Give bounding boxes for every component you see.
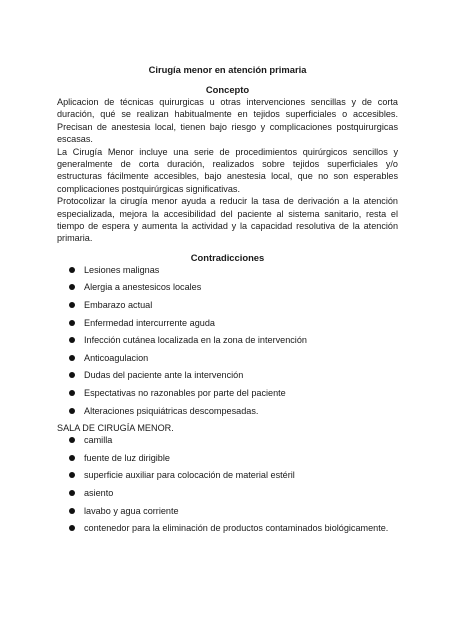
list-item-text: Alteraciones psiquiátricas descompesadas. [84, 405, 259, 416]
list-item [57, 434, 398, 452]
paragraph-benefits: Protocolizar la cirugía menor ayuda a reducir la tasa de derivación a la atención especializada, mejora la accesibilidad del paciente al sistema sanitario, resta el tiempo de espera y aumenta la actividad y la capacidad resolutiva de la atención primaria. [57, 196, 398, 244]
bullet-icon [69, 525, 75, 531]
bullet-icon [69, 490, 75, 496]
list-item-text: Embarazo actual [84, 300, 153, 311]
bullet-icon [69, 284, 75, 290]
list-item [57, 522, 398, 540]
list-item [57, 369, 398, 387]
bullet-icon [69, 302, 75, 308]
list-item-text: Anticoagulacion [84, 352, 149, 363]
list-item [57, 405, 398, 423]
bullet-icon [69, 355, 75, 361]
list-item-text: Alergia a anestesicos locales [84, 282, 202, 293]
bullet-icon [69, 390, 75, 396]
concept-heading: Concepto [205, 84, 250, 95]
list-item [57, 487, 398, 505]
list-item-text: lavabo y agua corriente [84, 505, 179, 516]
list-item-text: Lesiones malignas [84, 264, 160, 275]
list-item-text: Dudas del paciente ante la intervención [84, 370, 244, 381]
list-item-text: camilla [84, 435, 113, 446]
bullet-icon [69, 320, 75, 326]
list-item [57, 452, 398, 470]
bullet-icon [69, 267, 75, 273]
bullet-icon [69, 372, 75, 378]
list-item [57, 505, 398, 523]
sala-items-list [57, 434, 398, 540]
list-item [57, 264, 398, 282]
list-item [57, 334, 398, 352]
list-item-text: superficie auxiliar para colocación de material estéril [84, 470, 295, 481]
bullet-icon [69, 455, 75, 461]
paragraph-description: La Cirugía Menor incluye una serie de procedimientos quirúrgicos sencillos y generalmente de corta duración, realizados sobre tejidos superficiales y/o estructuras fácilmente accesibles, bajo anestesia local, que no son esperables complicaciones postquirúrgicas significativas. [57, 146, 398, 194]
bullet-icon [69, 408, 75, 414]
list-item-text: Enfermedad intercurrente aguda [84, 317, 215, 328]
list-item [57, 387, 398, 405]
bullet-icon [69, 337, 75, 343]
paragraph-definition: Aplicacion de técnicas quirurgicas u otras intervenciones sencillas y de corta duración, qué se realizan habitualmente en tejidos superficiales o accesibles. Precisan de anestesia local, tienen bajo riesgo y complicaciones postquirurgicas escasas. [57, 97, 398, 145]
list-item-text: contenedor para la eliminación de productos contaminados biológicamente. [84, 523, 389, 534]
bullet-icon [69, 472, 75, 478]
list-item [57, 317, 398, 335]
list-item [57, 299, 398, 317]
bullet-icon [69, 508, 75, 514]
list-item [57, 469, 398, 487]
list-item-text: asiento [84, 488, 114, 498]
contraindications-list [57, 264, 398, 422]
document-title: Cirugía menor en atención primaria [148, 64, 307, 75]
list-item [57, 352, 398, 370]
list-item-text: Espectativas no razonables por parte del paciente [84, 388, 286, 399]
bullet-icon [69, 437, 75, 443]
contraindications-heading: Contradicciones [190, 251, 265, 263]
list-item-text: fuente de luz dirigible [84, 452, 170, 463]
list-item [57, 281, 398, 299]
list-item-text: Infección cutánea localizada en la zona de intervención [84, 335, 307, 346]
sala-heading: SALA DE CIRUGÍA MENOR. [57, 423, 174, 434]
